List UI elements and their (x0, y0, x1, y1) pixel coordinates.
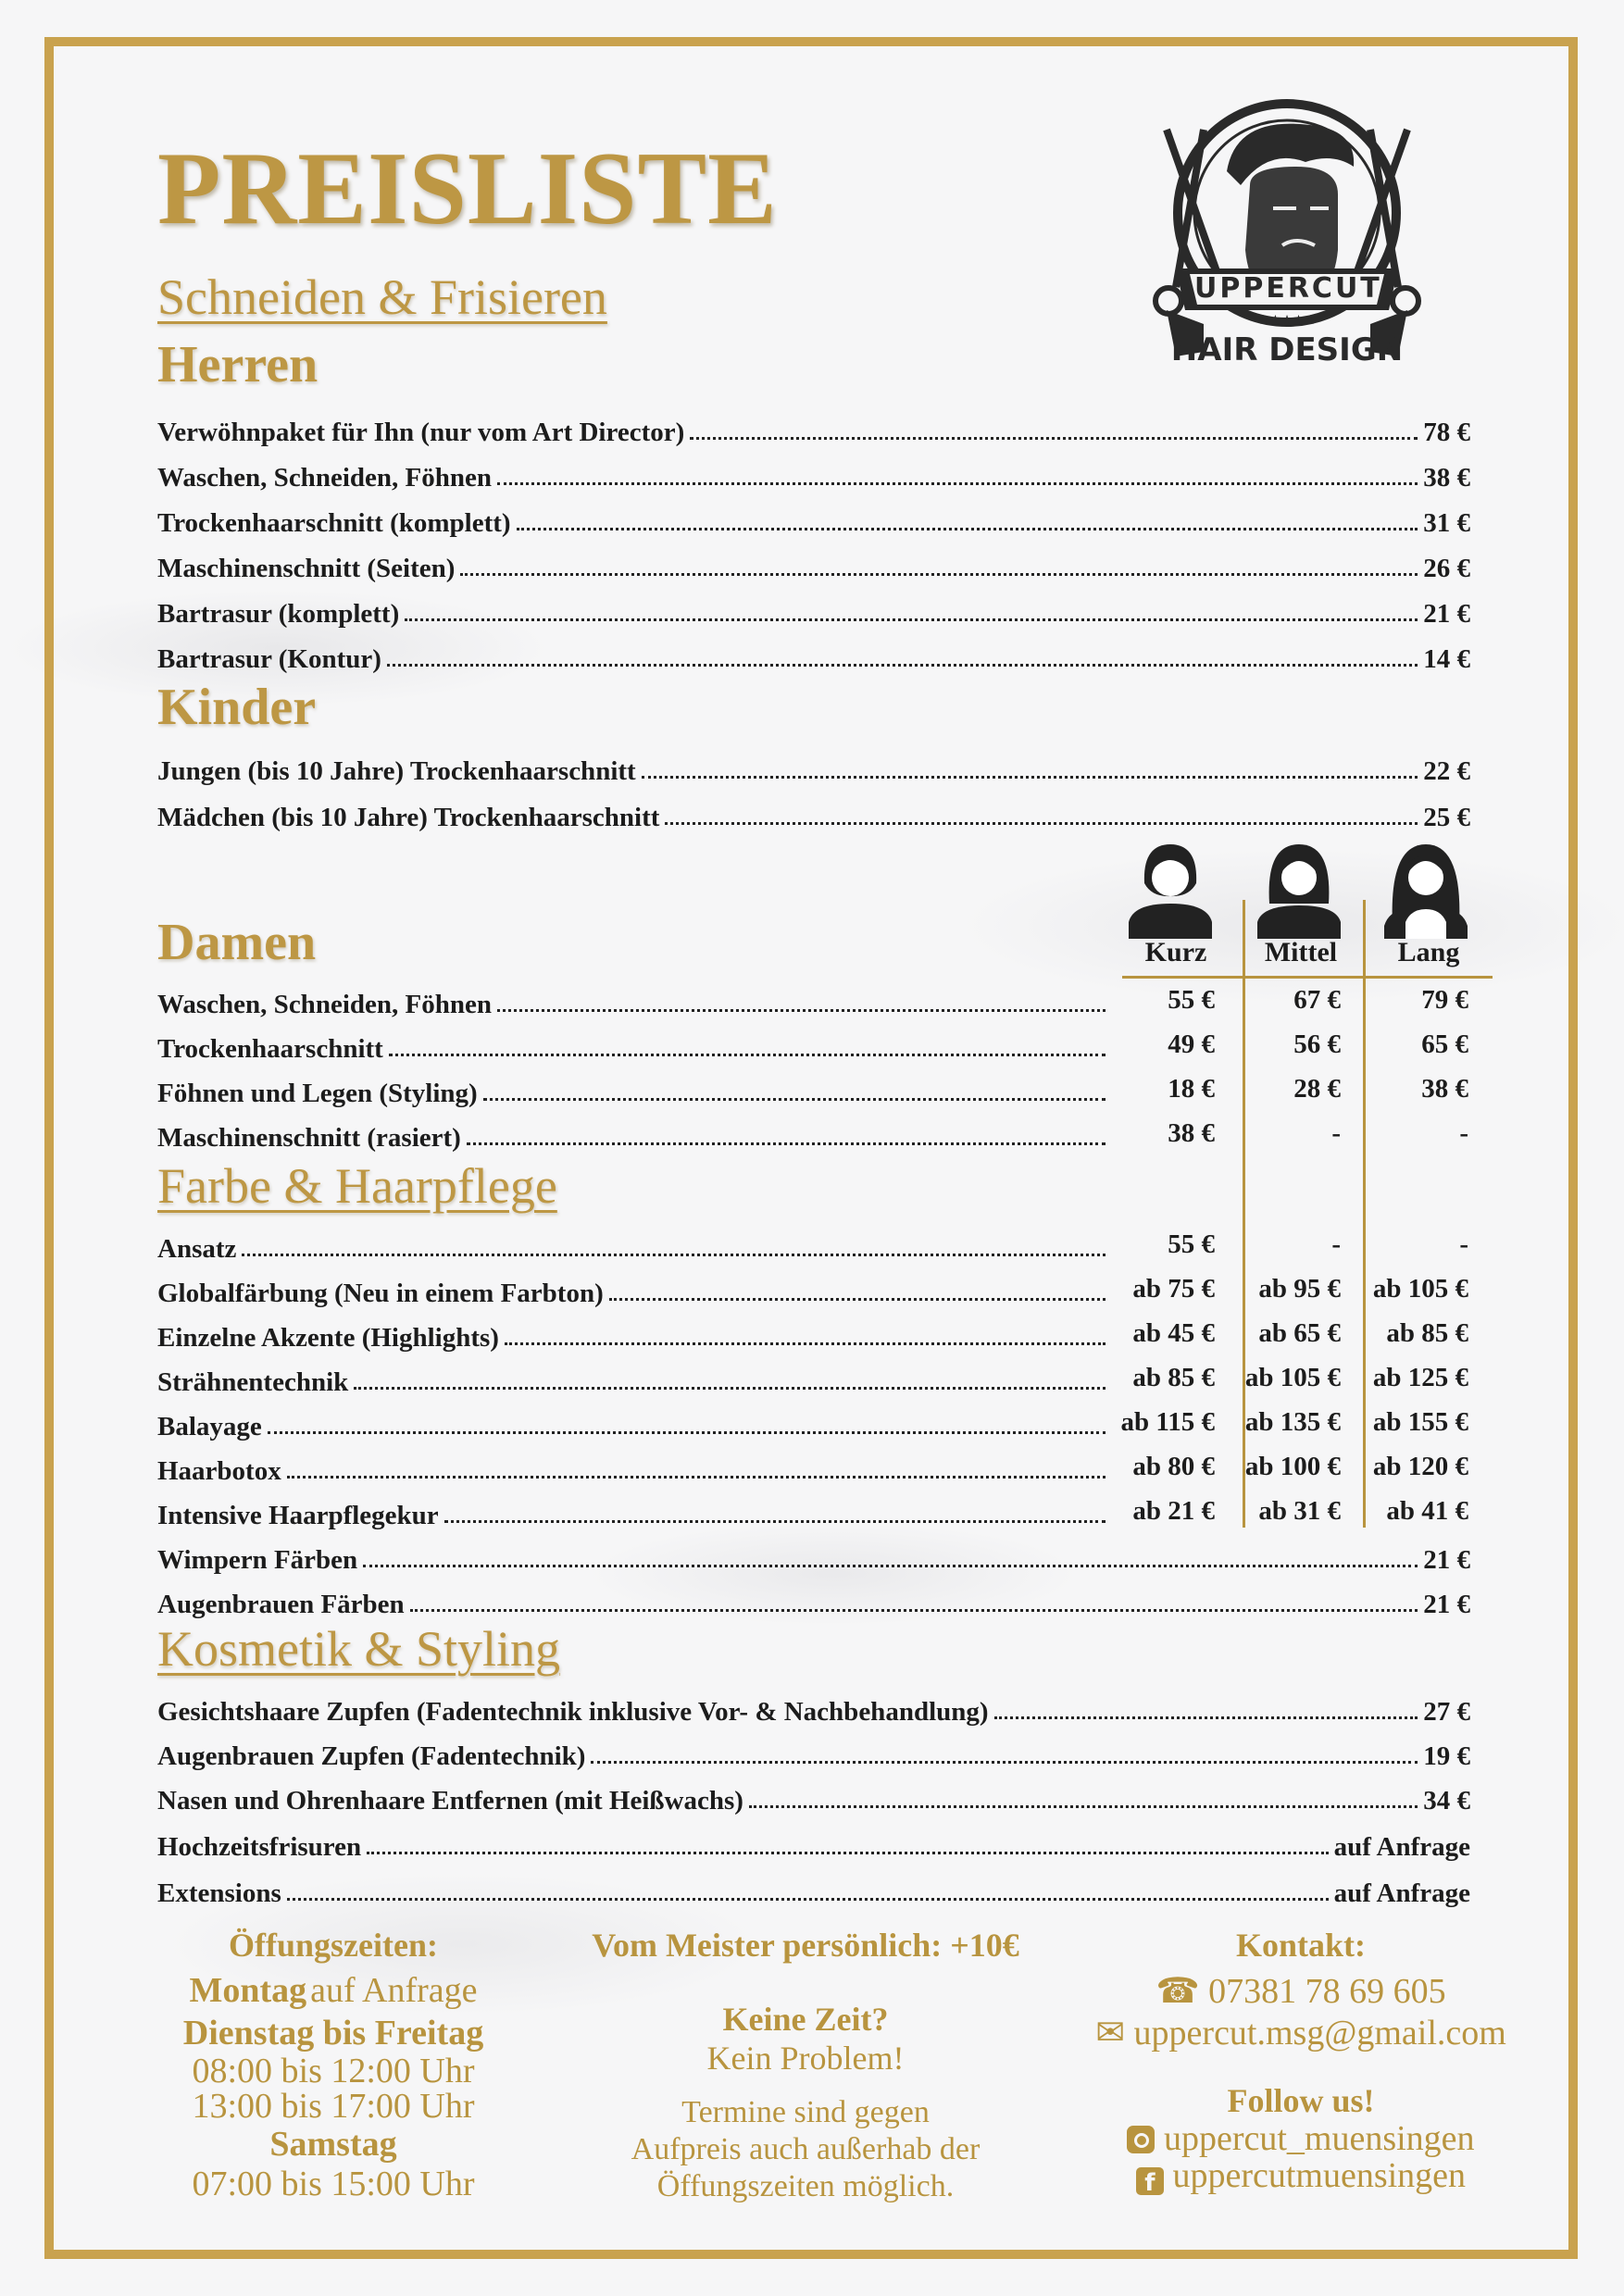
phone-line[interactable] (1046, 1970, 1555, 2012)
price-row: Wimpern Färben 21 € (157, 1545, 1470, 1575)
price-row: Augenbrauen Zupfen (Fadentechnik) 19 € (157, 1741, 1470, 1771)
price-kurz: ab 45 € (1132, 1318, 1215, 1348)
price-kurz: ab 85 € (1132, 1363, 1215, 1392)
price-row: Augenbrauen Färben 21 € (157, 1590, 1470, 1619)
instagram-icon (1127, 2126, 1155, 2153)
price-mittel: 67 € (1293, 985, 1341, 1015)
hours-monday (139, 1970, 528, 2011)
saturday-label: Samstag (269, 2125, 397, 2164)
saturday-time: 07:00 bis 15:00 Uhr (192, 2165, 475, 2203)
column-header-kurz: Kurz (1144, 937, 1207, 967)
price-mittel: 56 € (1293, 1029, 1341, 1059)
price-row: Jungen (bis 10 Jahre) Trockenhaarschnitt 22 € (157, 756, 1470, 786)
price-lang: 79 € (1421, 985, 1468, 1015)
price-lang: 65 € (1421, 1029, 1468, 1059)
price-row: Mädchen (bis 10 Jahre) Trockenhaarschnitt 25 € (157, 803, 1470, 832)
email-line[interactable] (1046, 2012, 1555, 2053)
price-row: Extensions auf Anfrage (157, 1878, 1470, 1908)
price-lang: ab 125 € (1372, 1363, 1468, 1392)
phone-number: 07381 78 69 605 (1208, 1972, 1446, 2011)
price-row: Globalfärbung (Neu in einem Farbton) (157, 1268, 1111, 1309)
weekdays-label: Dienstag bis Freitag (182, 2014, 484, 2053)
price-row: Ansatz (157, 1224, 1111, 1265)
price-row: Bartrasur (Kontur) 14 € (157, 644, 1470, 674)
price-lang: ab 41 € (1386, 1496, 1468, 1526)
price-kurz: ab 115 € (1120, 1407, 1215, 1437)
price-mittel: ab 65 € (1258, 1318, 1341, 1348)
opening-hours (139, 1926, 528, 2203)
column-header-lang: Lang (1397, 937, 1460, 967)
price-kurz: ab 21 € (1132, 1496, 1215, 1526)
price-row: Gesichtshaare Zupfen (Fadentechnik inklusive Vor- & Nachbehandlung) 27 € (157, 1697, 1470, 1727)
appointment-note-2: Aufpreis auch außerhab der (631, 2132, 981, 2166)
price-mittel: 28 € (1293, 1074, 1341, 1104)
no-time-heading: Keine Zeit? (722, 2001, 889, 2038)
price-row: Haarbotox (157, 1446, 1111, 1487)
info-middle (556, 1926, 1056, 2205)
instagram-handle: uppercut_muensingen (1163, 2119, 1475, 2158)
price-lang: - (1459, 1229, 1468, 1259)
contact (1046, 1926, 1555, 2195)
price-kurz: 55 € (1168, 1229, 1215, 1259)
woman-short-hair-icon (1124, 837, 1217, 943)
price-lang: ab 105 € (1372, 1274, 1468, 1304)
price-mittel: ab 31 € (1258, 1496, 1341, 1526)
price-row: Maschinenschnitt (rasiert) (157, 1113, 1111, 1154)
price-mittel: ab 100 € (1244, 1452, 1341, 1481)
price-row: Bartrasur (komplett) 21 € (157, 599, 1470, 629)
price-kurz: 49 € (1168, 1029, 1215, 1059)
weekdays-time-2: 13:00 bis 17:00 Uhr (192, 2087, 475, 2126)
logo-stars: ★★★★★ (1257, 314, 1317, 328)
price-lang: ab 85 € (1386, 1318, 1468, 1348)
mail-icon: ✉ (1095, 2014, 1126, 2053)
contact-title: Kontakt: (1235, 1927, 1366, 1964)
price-kurz: ab 80 € (1132, 1452, 1215, 1481)
price-row: Intensive Haarpflegekur (157, 1491, 1111, 1531)
price-lang: - (1459, 1118, 1468, 1148)
price-mittel: ab 135 € (1244, 1407, 1341, 1437)
instagram-line[interactable] (1046, 2120, 1555, 2157)
price-row: Maschinenschnitt (Seiten) 26 € (157, 554, 1470, 583)
woman-long-hair-icon (1380, 837, 1472, 943)
woman-medium-hair-icon (1253, 837, 1345, 943)
price-row: Verwöhnpaket für Ihn (nur vom Art Director) 78 € (157, 418, 1470, 447)
herren-title: Herren (157, 336, 319, 393)
kosmetik-title: Kosmetik & Styling (157, 1621, 561, 1677)
phone-icon: ☎ (1156, 1972, 1200, 2011)
logo-top-text: UPPERCUT (1194, 272, 1382, 305)
price-lang: 38 € (1421, 1074, 1468, 1104)
appointment-note-1: Termine sind gegen (681, 2095, 930, 2129)
price-row: Trockenhaarschnitt (157, 1024, 1111, 1065)
monday-text: auf Anfrage (310, 1971, 478, 2010)
follow-heading: Follow us! (1227, 2082, 1375, 2119)
no-problem-text: Kein Problem! (706, 2040, 905, 2077)
price-kurz: 55 € (1168, 985, 1215, 1015)
price-row: Waschen, Schneiden, Föhnen 38 € (157, 463, 1470, 493)
logo (1111, 74, 1463, 407)
facebook-line[interactable] (1046, 2157, 1555, 2195)
price-row: Nasen und Ohrenhaare Entfernen (mit Heißwachs) 34 € (157, 1786, 1470, 1816)
master-surcharge: Vom Meister persönlich: +10€ (592, 1927, 1019, 1964)
farbe-title: Farbe & Haarpflege (157, 1158, 557, 1214)
facebook-icon: f (1136, 2167, 1164, 2195)
kinder-title: Kinder (157, 679, 317, 736)
price-lang: ab 120 € (1372, 1452, 1468, 1481)
logo-bottom-text: HAIR DESIGN (1170, 331, 1404, 368)
price-kurz: 18 € (1168, 1074, 1215, 1104)
email-address: uppercut.msg@gmail.com (1133, 2014, 1506, 2053)
page-title: PREISLISTE (157, 131, 778, 246)
price-row: Einzelne Akzente (Highlights) (157, 1313, 1111, 1354)
price-kurz: 38 € (1168, 1118, 1215, 1148)
price-row: Hochzeitsfrisuren auf Anfrage (157, 1832, 1470, 1862)
price-lang: ab 155 € (1372, 1407, 1468, 1437)
price-mittel: ab 105 € (1244, 1363, 1341, 1392)
price-row: Föhnen und Legen (Styling) (157, 1068, 1111, 1109)
section-cut-title: Schneiden & Frisieren (157, 269, 607, 325)
column-header-mittel: Mittel (1264, 937, 1338, 967)
price-row: Waschen, Schneiden, Föhnen (157, 980, 1111, 1020)
weekdays-time-1: 08:00 bis 12:00 Uhr (192, 2052, 475, 2090)
price-mittel: - (1331, 1229, 1341, 1259)
facebook-handle: uppercutmuensingen (1172, 2156, 1467, 2195)
monday-label: Montag (189, 1971, 307, 2010)
price-row: Strähnentechnik (157, 1357, 1111, 1398)
price-mittel: - (1331, 1118, 1341, 1148)
price-mittel: ab 95 € (1258, 1274, 1341, 1304)
hours-title: Öffungszeiten: (229, 1927, 438, 1964)
price-kurz: ab 75 € (1132, 1274, 1215, 1304)
price-row: Trockenhaarschnitt (komplett) 31 € (157, 508, 1470, 538)
column-header-line (1122, 976, 1493, 979)
damen-title: Damen (157, 914, 317, 971)
appointment-note-3: Öffungszeiten möglich. (656, 2169, 955, 2203)
price-row: Balayage (157, 1402, 1111, 1442)
